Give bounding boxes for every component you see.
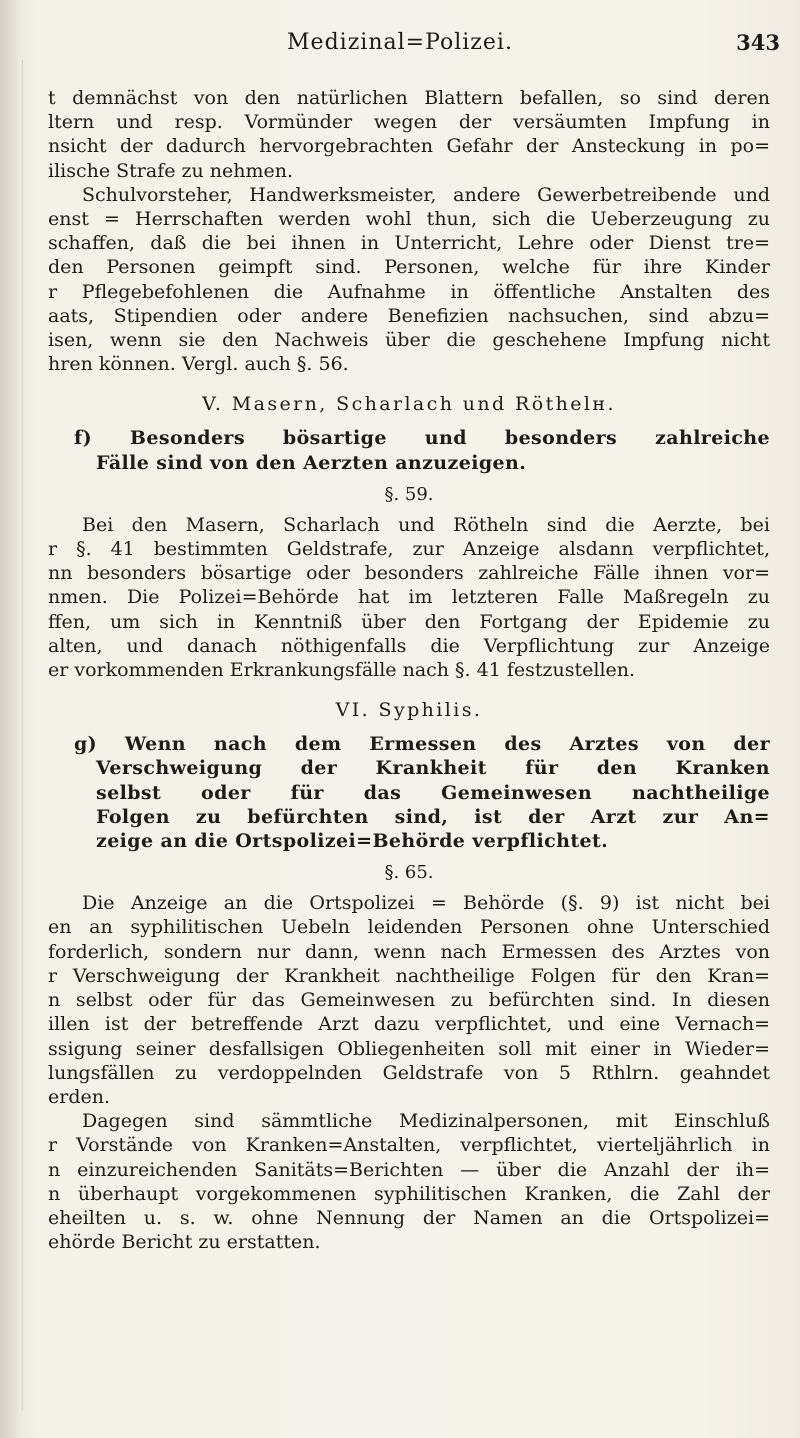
page-header xyxy=(0,30,800,64)
text-line: Bei den Masern, Scharlach und Rötheln sind die Aerzte, bei xyxy=(82,513,770,536)
rule-line: f) Besonders bösartige und besonders zahlreiche xyxy=(74,427,770,450)
rule-line: selbst oder für das Gemeinwesen nachtheilige xyxy=(96,781,770,804)
rule-line: Fälle sind von den Aerzten anzuzeigen. xyxy=(96,451,527,474)
text-line: r Vorstände von Kranken=Anstalten, verpflichtet, vierteljährlich in xyxy=(48,1134,770,1157)
page-number: 343 xyxy=(736,30,780,55)
rule-line: Folgen zu befürchten sind, ist der Arzt zur An= xyxy=(96,805,770,828)
page-binding-shadow xyxy=(0,0,20,1438)
text-line: n überhaupt vorgekommenen syphilitischen Kranken, die Zahl der xyxy=(48,1182,770,1205)
paragraph-measles xyxy=(48,513,770,682)
text-line: enst = Herrschaften werden wohl thun, sich die Ueberzeugung zu xyxy=(48,208,770,231)
paragraph-number: §. 59. xyxy=(384,483,434,505)
text-line: n einzureichenden Sanitäts=Berichten — über die Anzahl der ih= xyxy=(48,1158,770,1181)
text-line: er vorkommenden Erkrankungsfälle nach §. 41 festzustellen. xyxy=(48,659,636,682)
text-line: Dagegen sind sämmtliche Medizinalpersonen, mit Einschluß xyxy=(82,1110,770,1133)
rule-line: g) Wenn nach dem Ermessen des Arztes von der xyxy=(74,733,770,756)
text-line: Die Anzeige an die Ortspolizei = Behörde (§. 9) ist nicht bei xyxy=(82,892,770,915)
paragraph-number: §. 65. xyxy=(384,862,434,884)
text-line: erden. xyxy=(48,1085,111,1108)
text-line: aats, Stipendien oder andere Benefizien nachsuchen, sind abzu= xyxy=(48,304,770,327)
text-line: alten, und danach nöthigenfalls die Verpflichtung zur Anzeige xyxy=(48,634,770,657)
text-line: nmen. Die Polizei=Behörde hat im letzteren Falle Maßregeln zu xyxy=(48,586,770,609)
section-heading-syphilis: VI. Syphilis. xyxy=(335,699,483,722)
text-line: ffen, um sich in Kenntniß über den Fortgang der Epidemie zu xyxy=(48,610,770,633)
page-body xyxy=(48,86,770,1254)
text-line: schaffen, daß die bei ihnen in Unterricht, Lehre oder Dienst tre= xyxy=(48,232,770,255)
paragraph-syphilis-report xyxy=(48,891,770,1109)
page-edge-line xyxy=(22,60,23,1410)
text-line: Schulvorsteher, Handwerksmeister, andere Gewerbetreibende und xyxy=(82,183,770,206)
text-line: ilische Strafe zu nehmen. xyxy=(48,159,294,182)
text-line: t demnächst von den natürlichen Blattern befallen, so sind deren xyxy=(48,87,770,109)
text-line: hren können. Vergl. auch §. 56. xyxy=(48,353,349,376)
text-line: eheilten u. s. w. ohne Nennung der Namen an die Ortspolizei= xyxy=(48,1206,770,1229)
text-line: nsicht der dadurch hervorgebrachten Gefahr der Ansteckung in po= xyxy=(48,135,770,158)
text-line: nn besonders bösartige oder besonders zahlreiche Fälle ihnen vor= xyxy=(48,562,770,585)
paragraph-vaccination xyxy=(48,86,770,376)
text-line: illen ist der betreffende Arzt dazu verpflichtet, und eine Vernach= xyxy=(48,1013,770,1036)
text-line: forderlich, sondern nur dann, wenn nach Ermessen des Arztes von xyxy=(48,940,770,963)
text-line: en an syphilitischen Uebeln leidenden Personen ohne Unterschied xyxy=(48,916,770,939)
text-line: r Pflegebefohlenen die Aufnahme in öffentliche Anstalten des xyxy=(48,280,770,303)
running-title: Medizinal=Polizei. xyxy=(287,30,513,55)
text-line: ssigung seiner desfallsigen Obliegenheiten soll mit einer in Wieder= xyxy=(48,1037,770,1060)
rule-line: Verschweigung der Krankheit für den Kranken xyxy=(96,757,770,780)
text-line: r §. 41 bestimmten Geldstrafe, zur Anzeige alsdann verpflichtet, xyxy=(48,538,770,561)
rule-line: zeige an die Ortspolizei=Behörde verpflichtet. xyxy=(96,830,609,853)
section-heading-measles: V. Masern, Scharlach und Röthelн. xyxy=(202,393,616,416)
text-line: r Verschweigung der Krankheit nachtheilige Folgen für den Kran= xyxy=(48,964,770,987)
text-line: ltern und resp. Vormünder wegen der versäumten Impfung in xyxy=(48,111,770,134)
text-line: den Personen geimpft sind. Personen, welche für ihre Kinder xyxy=(48,256,770,279)
paragraph-medical-personnel xyxy=(48,1109,770,1254)
text-line: n selbst oder für das Gemeinwesen zu befürchten sind. In diesen xyxy=(48,989,770,1012)
text-line: ehörde Bericht zu erstatten. xyxy=(48,1231,321,1254)
text-line: isen, wenn sie den Nachweis über die geschehene Impfung nicht xyxy=(48,329,770,352)
text-line: lungsfällen zu verdoppelnden Geldstrafe von 5 Rthlrn. geahndet xyxy=(48,1061,770,1084)
